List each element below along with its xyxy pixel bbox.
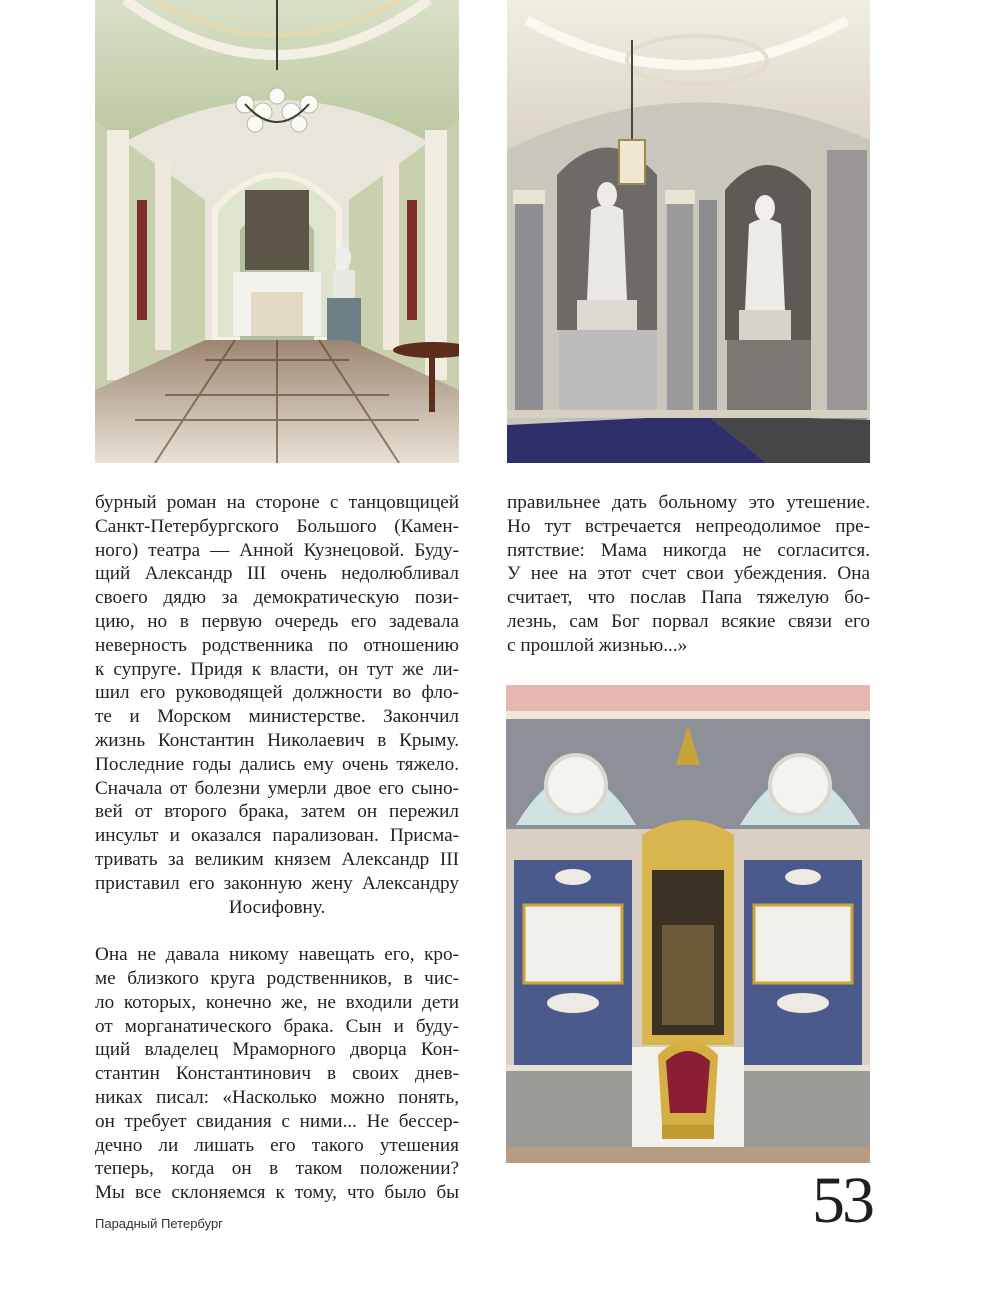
page-number: 53 xyxy=(812,1164,872,1237)
text-line: теперь, когда он в таком положении? xyxy=(95,1158,459,1180)
text-line: вей от второго брака, затем он пережил xyxy=(95,801,459,823)
text-line: ло которых, конечно же, не входили дети xyxy=(95,991,459,1013)
hall-illustration xyxy=(506,685,870,1163)
text-column-left xyxy=(95,491,459,1205)
text-line: те и Морском министерстве. Закончил xyxy=(95,706,459,728)
text-line: он требует свидания с ними... Не бессер- xyxy=(95,1110,459,1132)
text-line: пятствие: Мама никогда не согласится. xyxy=(507,539,870,561)
text-line: Мы все склоняемся к тому, что было бы xyxy=(95,1182,459,1204)
text-line: правильнее дать больному это утешение. xyxy=(507,492,870,513)
text-line: тривать за великим князем Александр III xyxy=(95,848,459,870)
text-line: неверность родственника по отношению xyxy=(95,634,459,656)
text-line: ного) театра — Анной Кузнецовой. Буду- xyxy=(95,539,459,561)
text-line: жизнь Константин Николаевич в Крыму. xyxy=(95,729,459,751)
text-line: дечно ли лишать его такого утешения xyxy=(95,1134,459,1156)
text-line: своего дядю за демократическую пози- xyxy=(95,587,459,609)
text-column-right xyxy=(507,491,870,658)
text-line: бурный роман на стороне с танцовщицей xyxy=(95,492,459,513)
text-line: цию, но в первую очередь его задевала xyxy=(95,610,459,632)
text-line: считает, что послав Папа тяжелую бо- xyxy=(507,587,870,609)
paragraph-gap xyxy=(95,919,459,943)
text-line: лезнь, сам Бог порвал всякие связи его xyxy=(507,610,870,632)
footer-magazine-title: Парадный Петербург xyxy=(95,1216,223,1231)
gallery-illustration xyxy=(95,0,459,463)
text-line-last: с прошлой жизнью...» xyxy=(507,634,688,656)
text-line: приставил его законную жену Александру xyxy=(95,872,459,894)
text-line: стантин Константинович в своих днев- xyxy=(95,1063,459,1085)
photo-marble-hall xyxy=(506,685,870,1163)
text-line: Она не давала никому навещать его, кро- xyxy=(95,944,459,966)
text-line: никах писал: «Насколько можно понять, xyxy=(95,1086,459,1108)
niche-illustration xyxy=(507,0,870,463)
text-line: Последние годы дались ему очень тяжело. xyxy=(95,753,459,775)
text-line-last: Иосифовну. xyxy=(228,896,326,918)
text-line: от морганатического брака. Сын и буду- xyxy=(95,1015,459,1037)
text-line: Сначала от болезни умерли двое его сыно- xyxy=(95,777,459,799)
photo-gallery-interior xyxy=(95,0,459,463)
text-line: Санкт-Петербургского Большого (Камен- xyxy=(95,515,459,537)
text-line: к супруге. Придя к власти, он тут же ли- xyxy=(95,658,459,680)
text-line: инсульт и оказался парализован. Присма- xyxy=(95,825,459,847)
text-line: щий владелец Мраморного дворца Кон- xyxy=(95,1039,459,1061)
text-line: У нее на этот счет свои убеждения. Она xyxy=(507,563,870,585)
text-line: шил его руководящей должности во фло- xyxy=(95,682,459,704)
text-line: щий Александр III очень недолюбливал xyxy=(95,563,459,585)
photo-niche-statues xyxy=(507,0,870,463)
text-line: Но тут встречается непреодолимое пре- xyxy=(507,515,870,537)
text-line: ме близкого круга родственников, в чис- xyxy=(95,967,459,989)
